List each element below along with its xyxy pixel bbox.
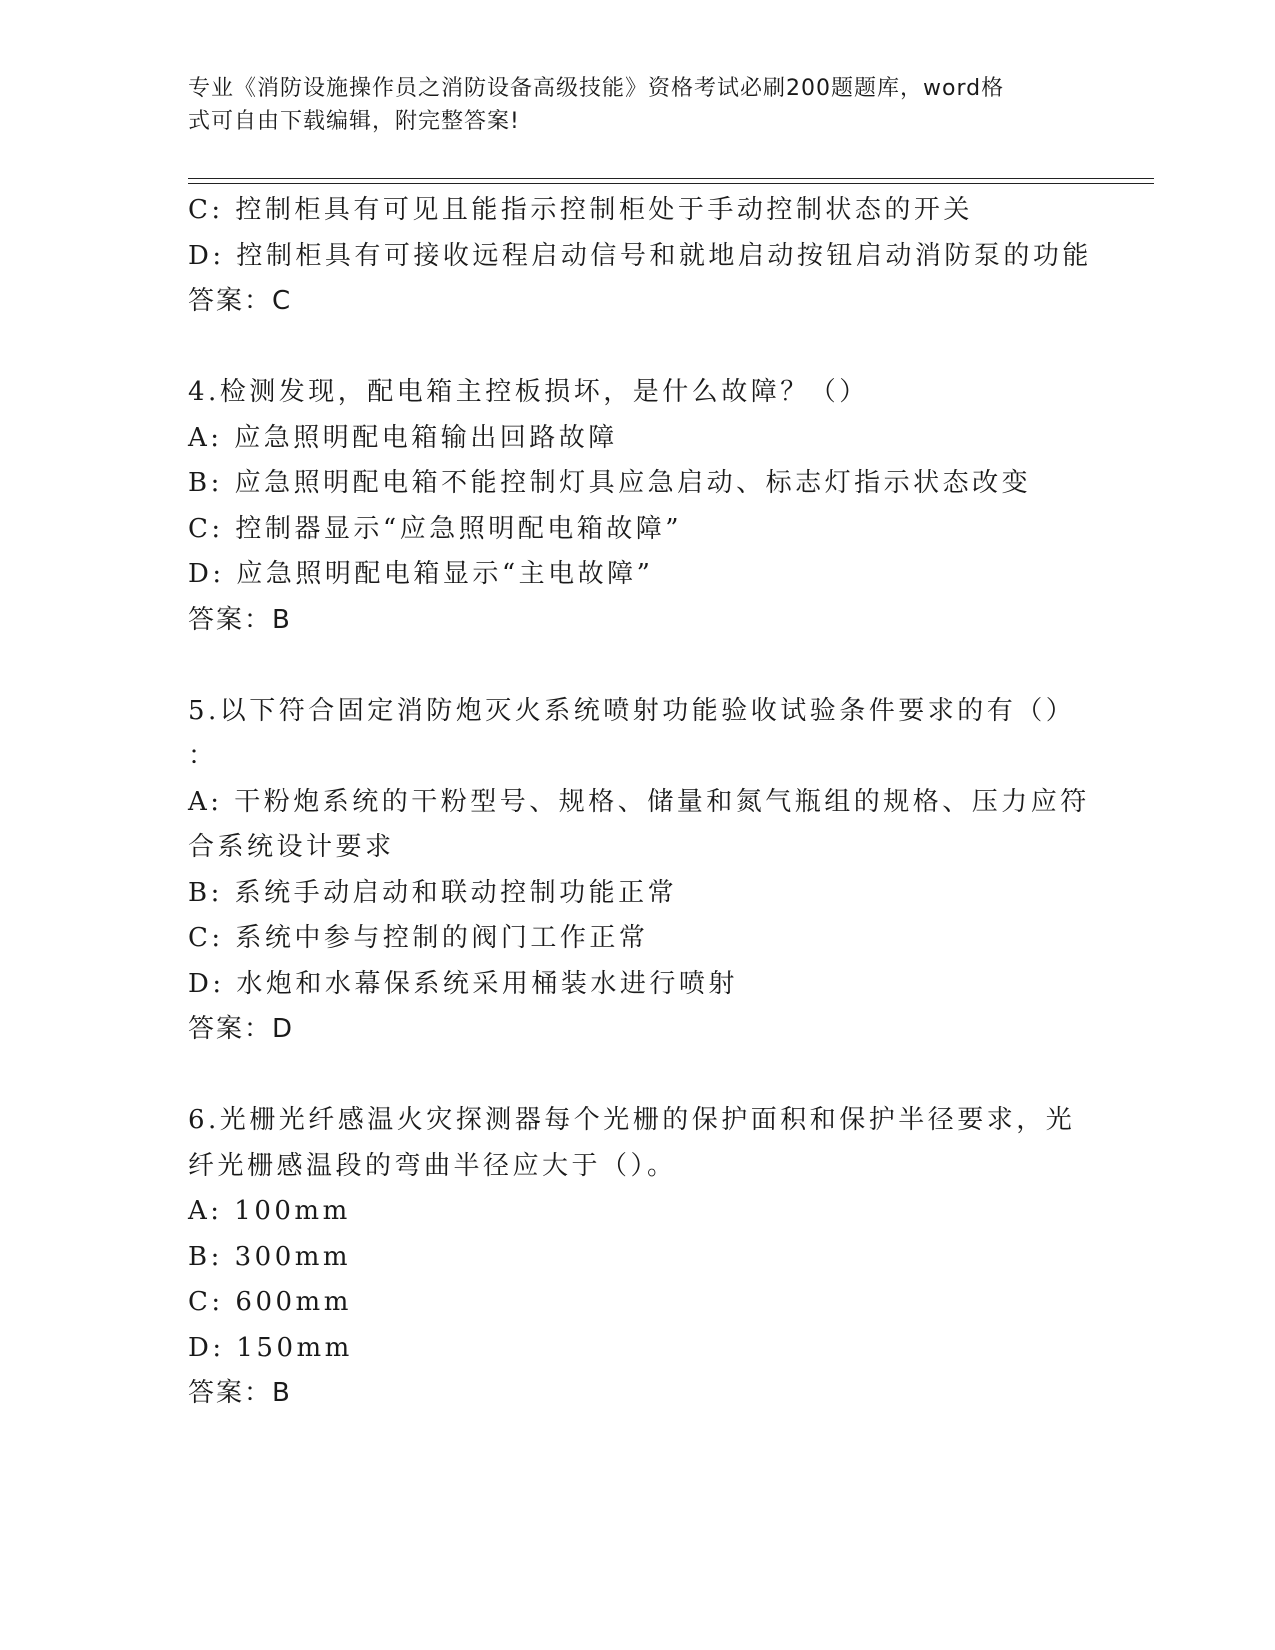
q6-option-a: A: 100mm [188, 1196, 351, 1226]
question-list [188, 188, 1092, 1417]
q5-question-line-2: ： [188, 741, 218, 771]
q5-option-a-line-2: 合系统设计要求 [188, 832, 395, 862]
q6-option-c: C: 600mm [188, 1287, 352, 1317]
q3-answer: 答案：C [188, 286, 293, 316]
q5-option-c: C: 系统中参与控制的阀门工作正常 [188, 923, 649, 953]
header-rule-top [188, 178, 1154, 179]
q4-answer: 答案：B [188, 604, 292, 635]
q4-option-c: C: 控制器显示“应急照明配电箱故障” [188, 513, 683, 544]
q6-answer: 答案：B [188, 1378, 292, 1408]
spacer [188, 1053, 1088, 1099]
q5-option-d: D: 水炮和水幕保系统采用桶装水进行喷射 [188, 968, 738, 999]
question-6 [188, 1098, 1088, 1417]
document-header [188, 72, 1068, 138]
q6-option-d: D: 150mm [188, 1332, 353, 1363]
header-line-1: 专业《消防设施操作员之消防设备高级技能》资格考试必刷200题题库，word格 [188, 76, 1005, 101]
q4-option-d: D: 应急照明配电箱显示“主电故障” [188, 559, 654, 589]
question-3-tail [188, 188, 1092, 325]
header-line-2: 式可自由下载编辑，附完整答案! [188, 109, 520, 134]
q5-answer: 答案：D [188, 1014, 295, 1044]
q4-option-a: A: 应急照明配电箱输出回路故障 [188, 422, 618, 453]
q4-question: 4.检测发现，配电箱主控板损坏，是什么故障？（） [188, 377, 869, 407]
question-5 [188, 689, 1088, 1053]
q3-option-c: C: 控制柜具有可见且能指示控制柜处于手动控制状态的开关 [188, 195, 973, 225]
q6-question-line-2: 纤光栅感温段的弯曲半径应大于（）。 [188, 1150, 677, 1181]
spacer [188, 325, 1088, 371]
q5-option-a-line-1: A: 干粉炮系统的干粉型号、规格、储量和氮气瓶组的规格、压力应符 [188, 786, 1090, 817]
q5-option-b: B: 系统手动启动和联动控制功能正常 [188, 877, 678, 908]
question-4 [188, 370, 1088, 643]
q6-option-b: B: 300mm [188, 1241, 352, 1272]
q4-option-b: B: 应急照明配电箱不能控制灯具应急启动、标志灯指示状态改变 [188, 468, 1032, 498]
spacer [188, 643, 1088, 689]
header-rule-bottom [188, 183, 1154, 184]
q6-question-line-1: 6.光栅光纤感温火灾探测器每个光栅的保护面积和保护半径要求，光 [188, 1105, 1076, 1135]
q5-question-line-1: 5.以下符合固定消防炮灭火系统喷射功能验收试验条件要求的有（） [188, 695, 1076, 726]
q3-option-d: D: 控制柜具有可接收远程启动信号和就地启动按钮启动消防泵的功能 [188, 240, 1092, 271]
